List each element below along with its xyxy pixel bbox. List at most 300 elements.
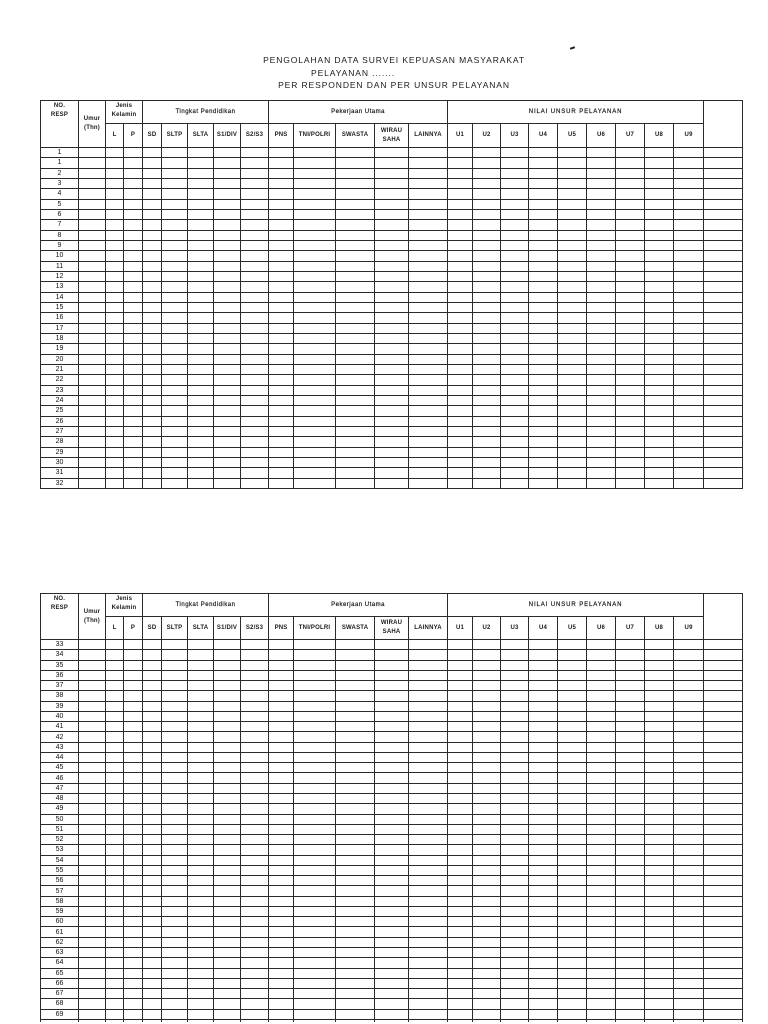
blank-cell <box>336 375 375 385</box>
blank-cell <box>124 209 143 219</box>
blank-cell <box>587 364 616 374</box>
blank-cell <box>241 168 269 178</box>
row-number: 50 <box>41 814 79 824</box>
blank-cell <box>294 886 336 896</box>
blank-cell <box>294 416 336 426</box>
blank-cell <box>269 375 294 385</box>
blank-cell <box>558 364 587 374</box>
blank-cell <box>269 302 294 312</box>
blank-cell <box>143 732 162 742</box>
blank-cell <box>448 722 473 732</box>
blank-cell <box>409 917 448 927</box>
blank-cell <box>409 968 448 978</box>
blank-cell <box>529 999 558 1009</box>
row-number: 66 <box>41 978 79 988</box>
blank-cell <box>645 251 674 261</box>
blank-cell <box>336 230 375 240</box>
blank-cell <box>501 701 529 711</box>
blank-cell <box>645 947 674 957</box>
row-number: 56 <box>41 876 79 886</box>
blank-cell <box>162 199 188 209</box>
blank-cell <box>241 876 269 886</box>
blank-cell <box>645 722 674 732</box>
blank-cell <box>79 752 106 762</box>
row-number: 14 <box>41 292 79 302</box>
blank-cell <box>241 896 269 906</box>
blank-cell <box>587 670 616 680</box>
blank-cell <box>214 670 241 680</box>
blank-cell <box>704 251 743 261</box>
blank-cell <box>143 189 162 199</box>
blank-cell <box>473 886 501 896</box>
blank-cell <box>214 711 241 721</box>
blank-cell <box>188 354 214 364</box>
blank-cell <box>188 660 214 670</box>
blank-cell <box>294 896 336 906</box>
blank-cell <box>124 999 143 1009</box>
blank-cell <box>214 999 241 1009</box>
blank-cell <box>106 701 124 711</box>
blank-cell <box>294 722 336 732</box>
blank-cell <box>674 168 704 178</box>
blank-cell <box>188 876 214 886</box>
blank-cell <box>162 814 188 824</box>
blank-cell <box>269 282 294 292</box>
blank-cell <box>124 364 143 374</box>
row-number: 17 <box>41 323 79 333</box>
blank-cell <box>375 333 409 343</box>
blank-cell <box>645 178 674 188</box>
blank-cell <box>473 364 501 374</box>
row-number: 21 <box>41 364 79 374</box>
blank-cell <box>106 845 124 855</box>
blank-cell <box>587 886 616 896</box>
blank-cell <box>674 261 704 271</box>
blank-cell <box>375 947 409 957</box>
blank-cell <box>674 752 704 762</box>
blank-cell <box>587 333 616 343</box>
row-number: 49 <box>41 804 79 814</box>
blank-cell <box>294 447 336 457</box>
blank-cell <box>448 375 473 385</box>
table-row <box>41 835 743 845</box>
blank-cell <box>558 292 587 302</box>
blank-cell <box>106 282 124 292</box>
blank-cell <box>558 783 587 793</box>
blank-cell <box>241 886 269 896</box>
blank-cell <box>269 292 294 302</box>
blank-cell <box>106 261 124 271</box>
blank-cell <box>294 209 336 219</box>
blank-cell <box>409 701 448 711</box>
blank-cell <box>529 261 558 271</box>
blank-cell <box>501 968 529 978</box>
blank-cell <box>269 978 294 988</box>
blank-cell <box>558 876 587 886</box>
blank-cell <box>529 835 558 845</box>
blank-cell <box>674 292 704 302</box>
table-row <box>41 783 743 793</box>
blank-cell <box>645 426 674 436</box>
blank-cell <box>587 158 616 168</box>
occupation-column-header: PNS <box>269 617 294 640</box>
blank-cell <box>616 742 645 752</box>
blank-cell <box>448 804 473 814</box>
blank-cell <box>106 354 124 364</box>
service-score-column-header: U6 <box>587 124 616 148</box>
blank-cell <box>124 313 143 323</box>
blank-cell <box>704 457 743 467</box>
blank-cell <box>241 178 269 188</box>
service-score-column-header: U2 <box>473 617 501 640</box>
blank-cell <box>162 732 188 742</box>
blank-cell <box>704 804 743 814</box>
blank-cell <box>124 447 143 457</box>
occupation-column-header <box>375 124 409 148</box>
blank-cell <box>106 416 124 426</box>
blank-cell <box>106 251 124 261</box>
blank-cell <box>188 364 214 374</box>
blank-cell <box>704 1009 743 1019</box>
blank-cell <box>375 968 409 978</box>
blank-cell <box>375 302 409 312</box>
blank-cell <box>336 199 375 209</box>
blank-cell <box>79 886 106 896</box>
blank-cell <box>674 845 704 855</box>
blank-cell <box>473 814 501 824</box>
blank-cell <box>214 835 241 845</box>
blank-cell <box>616 209 645 219</box>
blank-cell <box>162 711 188 721</box>
blank-cell <box>294 906 336 916</box>
blank-cell <box>704 437 743 447</box>
blank-cell <box>473 478 501 488</box>
blank-cell <box>409 670 448 680</box>
blank-cell <box>645 650 674 660</box>
blank-cell <box>375 457 409 467</box>
blank-cell <box>124 1019 143 1022</box>
blank-cell <box>704 896 743 906</box>
blank-cell <box>616 251 645 261</box>
blank-cell <box>241 344 269 354</box>
blank-cell <box>336 478 375 488</box>
blank-cell <box>162 804 188 814</box>
blank-cell <box>473 650 501 660</box>
blank-cell <box>375 406 409 416</box>
blank-cell <box>336 344 375 354</box>
blank-cell <box>473 917 501 927</box>
blank-cell <box>79 650 106 660</box>
row-number: 18 <box>41 333 79 343</box>
blank-cell <box>214 752 241 762</box>
blank-cell <box>375 168 409 178</box>
blank-cell <box>375 230 409 240</box>
blank-cell <box>375 271 409 281</box>
blank-cell <box>241 416 269 426</box>
blank-cell <box>124 742 143 752</box>
scan-mark <box>570 46 575 50</box>
blank-cell <box>124 1009 143 1019</box>
blank-cell <box>473 865 501 875</box>
blank-cell <box>674 395 704 405</box>
blank-cell <box>409 722 448 732</box>
blank-cell <box>241 968 269 978</box>
blank-cell <box>473 640 501 650</box>
blank-cell <box>124 793 143 803</box>
blank-cell <box>188 426 214 436</box>
blank-cell <box>241 681 269 691</box>
blank-cell <box>558 742 587 752</box>
blank-cell <box>294 927 336 937</box>
blank-cell <box>501 395 529 405</box>
blank-cell <box>558 670 587 680</box>
blank-cell <box>241 917 269 927</box>
blank-cell <box>616 691 645 701</box>
blank-cell <box>501 650 529 660</box>
blank-cell <box>162 375 188 385</box>
blank-cell <box>704 282 743 292</box>
blank-cell <box>79 763 106 773</box>
blank-cell <box>704 468 743 478</box>
blank-cell <box>336 906 375 916</box>
blank-cell <box>188 302 214 312</box>
blank-cell <box>106 937 124 947</box>
blank-cell <box>269 742 294 752</box>
blank-cell <box>529 722 558 732</box>
table-row <box>41 354 743 364</box>
blank-cell <box>269 917 294 927</box>
blank-cell <box>409 763 448 773</box>
blank-cell <box>214 323 241 333</box>
blank-cell <box>448 958 473 968</box>
blank-cell <box>674 711 704 721</box>
blank-cell <box>473 302 501 312</box>
blank-cell <box>704 416 743 426</box>
blank-cell <box>214 385 241 395</box>
blank-cell <box>645 1009 674 1019</box>
blank-cell <box>473 1019 501 1022</box>
blank-cell <box>704 313 743 323</box>
blank-cell <box>645 865 674 875</box>
blank-cell <box>529 681 558 691</box>
blank-cell <box>106 468 124 478</box>
blank-cell <box>336 302 375 312</box>
blank-cell <box>269 968 294 978</box>
blank-cell <box>645 752 674 762</box>
blank-cell <box>241 364 269 374</box>
table-row <box>41 437 743 447</box>
blank-cell <box>241 793 269 803</box>
blank-cell <box>704 793 743 803</box>
blank-cell <box>529 711 558 721</box>
blank-cell <box>241 333 269 343</box>
blank-cell <box>143 1019 162 1022</box>
blank-cell <box>704 824 743 834</box>
blank-cell <box>704 670 743 680</box>
blank-cell <box>704 271 743 281</box>
document-title <box>240 54 548 92</box>
blank-cell <box>448 937 473 947</box>
blank-cell <box>674 958 704 968</box>
blank-cell <box>448 670 473 680</box>
blank-cell <box>375 199 409 209</box>
blank-cell <box>214 906 241 916</box>
blank-cell <box>704 209 743 219</box>
blank-cell <box>375 364 409 374</box>
blank-cell <box>448 650 473 660</box>
blank-cell <box>124 385 143 395</box>
blank-cell <box>558 640 587 650</box>
blank-cell <box>704 763 743 773</box>
blank-cell <box>529 333 558 343</box>
blank-cell <box>143 416 162 426</box>
blank-cell <box>269 937 294 947</box>
blank-cell <box>241 783 269 793</box>
row-number: 15 <box>41 302 79 312</box>
blank-cell <box>143 148 162 158</box>
blank-cell <box>558 333 587 343</box>
blank-cell <box>501 148 529 158</box>
table-row <box>41 313 743 323</box>
blank-cell <box>645 313 674 323</box>
occupation-column-header: SWASTA <box>336 124 375 148</box>
blank-cell <box>645 148 674 158</box>
blank-cell <box>704 968 743 978</box>
education-column-header: SLTP <box>162 617 188 640</box>
blank-cell <box>294 968 336 978</box>
blank-cell <box>214 927 241 937</box>
blank-cell <box>106 333 124 343</box>
blank-cell <box>674 793 704 803</box>
blank-cell <box>587 323 616 333</box>
blank-cell <box>214 158 241 168</box>
blank-cell <box>645 640 674 650</box>
blank-cell <box>558 927 587 937</box>
blank-cell <box>143 406 162 416</box>
blank-cell <box>269 845 294 855</box>
blank-cell <box>214 773 241 783</box>
blank-cell <box>143 426 162 436</box>
blank-cell <box>558 824 587 834</box>
table-row <box>41 989 743 999</box>
blank-cell <box>529 437 558 447</box>
occupation-column-header: TNI/POLRI <box>294 124 336 148</box>
table-row <box>41 814 743 824</box>
blank-cell <box>241 742 269 752</box>
row-number: 30 <box>41 457 79 467</box>
blank-cell <box>241 354 269 364</box>
blank-cell <box>79 478 106 488</box>
blank-cell <box>188 752 214 762</box>
blank-cell <box>124 670 143 680</box>
blank-cell <box>448 344 473 354</box>
blank-cell <box>241 978 269 988</box>
blank-cell <box>269 333 294 343</box>
blank-cell <box>124 947 143 957</box>
blank-cell <box>616 385 645 395</box>
row-number: 26 <box>41 416 79 426</box>
table-row <box>41 447 743 457</box>
blank-cell <box>448 999 473 1009</box>
blank-cell <box>473 824 501 834</box>
blank-cell <box>214 220 241 230</box>
blank-cell <box>587 999 616 1009</box>
blank-cell <box>501 752 529 762</box>
blank-cell <box>162 896 188 906</box>
blank-cell <box>558 660 587 670</box>
blank-cell <box>587 742 616 752</box>
blank-cell <box>473 968 501 978</box>
table-row <box>41 251 743 261</box>
blank-cell <box>214 468 241 478</box>
blank-cell <box>704 783 743 793</box>
blank-cell <box>106 240 124 250</box>
blank-cell <box>79 722 106 732</box>
blank-cell <box>448 978 473 988</box>
blank-cell <box>143 793 162 803</box>
blank-cell <box>674 220 704 230</box>
blank-cell <box>214 876 241 886</box>
blank-cell <box>79 354 106 364</box>
blank-cell <box>241 1019 269 1022</box>
blank-cell <box>241 732 269 742</box>
blank-cell <box>674 230 704 240</box>
blank-cell <box>473 793 501 803</box>
blank-cell <box>529 1019 558 1022</box>
blank-cell <box>241 261 269 271</box>
blank-cell <box>587 375 616 385</box>
blank-cell <box>473 947 501 957</box>
blank-cell <box>106 783 124 793</box>
blank-cell <box>79 927 106 937</box>
blank-cell <box>375 158 409 168</box>
blank-cell <box>674 968 704 978</box>
blank-cell <box>409 711 448 721</box>
blank-cell <box>188 937 214 947</box>
blank-cell <box>704 681 743 691</box>
blank-cell <box>704 999 743 1009</box>
row-number: 28 <box>41 437 79 447</box>
blank-cell <box>162 468 188 478</box>
blank-cell <box>409 783 448 793</box>
blank-cell <box>188 814 214 824</box>
blank-cell <box>616 199 645 209</box>
blank-cell <box>162 927 188 937</box>
table-row <box>41 220 743 230</box>
blank-cell <box>616 1009 645 1019</box>
blank-cell <box>558 989 587 999</box>
blank-cell <box>529 457 558 467</box>
blank-cell <box>704 742 743 752</box>
blank-cell <box>409 323 448 333</box>
blank-cell <box>674 344 704 354</box>
blank-cell <box>558 220 587 230</box>
blank-cell <box>616 670 645 680</box>
row-number: 29 <box>41 447 79 457</box>
blank-cell <box>704 158 743 168</box>
blank-cell <box>587 752 616 762</box>
blank-cell <box>501 958 529 968</box>
blank-cell <box>448 199 473 209</box>
blank-cell <box>188 406 214 416</box>
blank-cell <box>375 220 409 230</box>
blank-cell <box>162 220 188 230</box>
gender-header <box>106 101 143 124</box>
blank-cell <box>269 457 294 467</box>
blank-cell <box>269 385 294 395</box>
blank-cell <box>674 1009 704 1019</box>
blank-cell <box>501 354 529 364</box>
